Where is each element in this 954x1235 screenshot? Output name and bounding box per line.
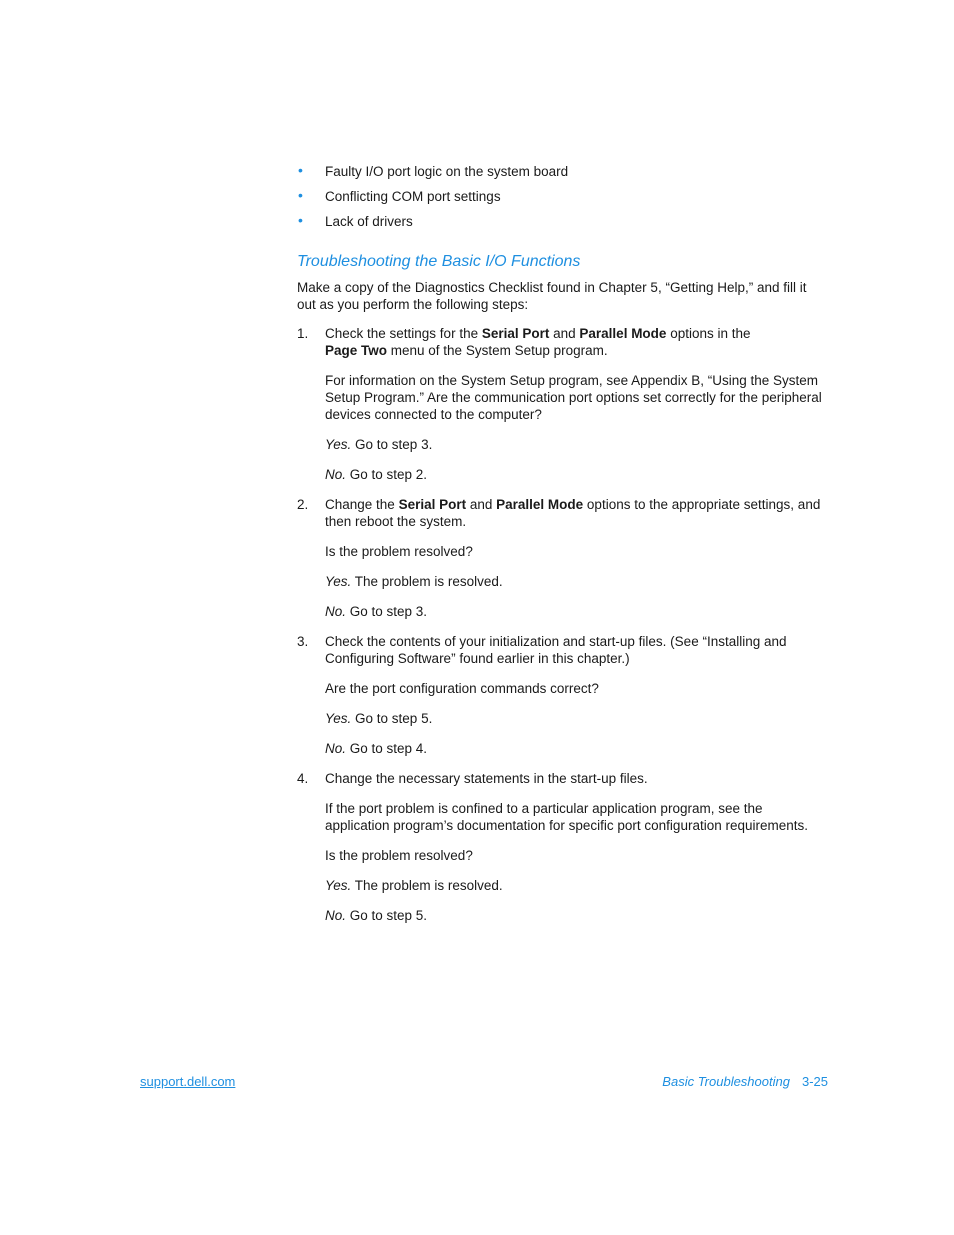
step-instruction: Check the settings for the Serial Port and Parallel Mode options in the Page Two menu of the System Setup program. bbox=[325, 326, 751, 358]
step-instruction: Check the contents of your initialization and start-up files. (See “Installing and Configuring Software” found earlier in this chapter.) bbox=[325, 634, 787, 666]
footer-section-title: Basic Troubleshooting bbox=[662, 1074, 790, 1089]
bullet-text: Faulty I/O port logic on the system board bbox=[325, 164, 569, 179]
bullet-text: Lack of drivers bbox=[325, 214, 413, 229]
step-instruction: Change the Serial Port and Parallel Mode options to the appropriate settings, and then reboot the system. bbox=[325, 497, 821, 529]
bullet-icon: • bbox=[298, 162, 303, 178]
page-footer bbox=[662, 1074, 828, 1089]
list-item bbox=[297, 187, 837, 212]
cause-bullet-list bbox=[297, 162, 837, 237]
step-question: Is the problem resolved? bbox=[325, 544, 473, 559]
step-4 bbox=[297, 770, 827, 924]
step-number: 4. bbox=[297, 771, 309, 786]
step-question: Are the port configuration commands correct? bbox=[325, 681, 599, 696]
support-link[interactable]: support.dell.com bbox=[140, 1074, 236, 1089]
yes-answer: Yes. Go to step 3. bbox=[325, 437, 433, 452]
steps-list bbox=[297, 325, 827, 937]
step-question: Is the problem resolved? bbox=[325, 848, 473, 863]
list-item bbox=[297, 212, 837, 237]
no-answer: No. Go to step 5. bbox=[325, 908, 428, 923]
step-instruction: Change the necessary statements in the start-up files. bbox=[325, 771, 648, 786]
bullet-icon: • bbox=[298, 187, 303, 203]
step-number: 2. bbox=[297, 497, 309, 512]
intro-paragraph: Make a copy of the Diagnostics Checklist found in Chapter 5, “Getting Help,” and fill it out as you perform the following steps: bbox=[297, 280, 807, 312]
yes-answer: Yes. The problem is resolved. bbox=[325, 878, 503, 893]
step-number: 1. bbox=[297, 326, 309, 341]
step-info: For information on the System Setup program, see Appendix B, “Using the System Setup Program.” Are the communication port options set correctly for the peripheral devices connected to the computer? bbox=[325, 373, 822, 422]
step-1 bbox=[297, 325, 827, 483]
step-2 bbox=[297, 496, 827, 620]
no-answer: No. Go to step 2. bbox=[325, 467, 428, 482]
bullet-text: Conflicting COM port settings bbox=[325, 189, 501, 204]
section-heading: Troubleshooting the Basic I/O Functions bbox=[297, 253, 581, 270]
step-3 bbox=[297, 633, 827, 757]
yes-answer: Yes. Go to step 5. bbox=[325, 711, 433, 726]
list-item bbox=[297, 162, 837, 187]
no-answer: No. Go to step 4. bbox=[325, 741, 428, 756]
step-info: If the port problem is confined to a particular application program, see the application program’s documentation for specific port configuration requirements. bbox=[325, 801, 809, 833]
step-number: 3. bbox=[297, 634, 309, 649]
page-number: 3-25 bbox=[801, 1074, 828, 1089]
no-answer: No. Go to step 3. bbox=[325, 604, 428, 619]
yes-answer: Yes. The problem is resolved. bbox=[325, 574, 503, 589]
bullet-icon: • bbox=[298, 212, 303, 228]
